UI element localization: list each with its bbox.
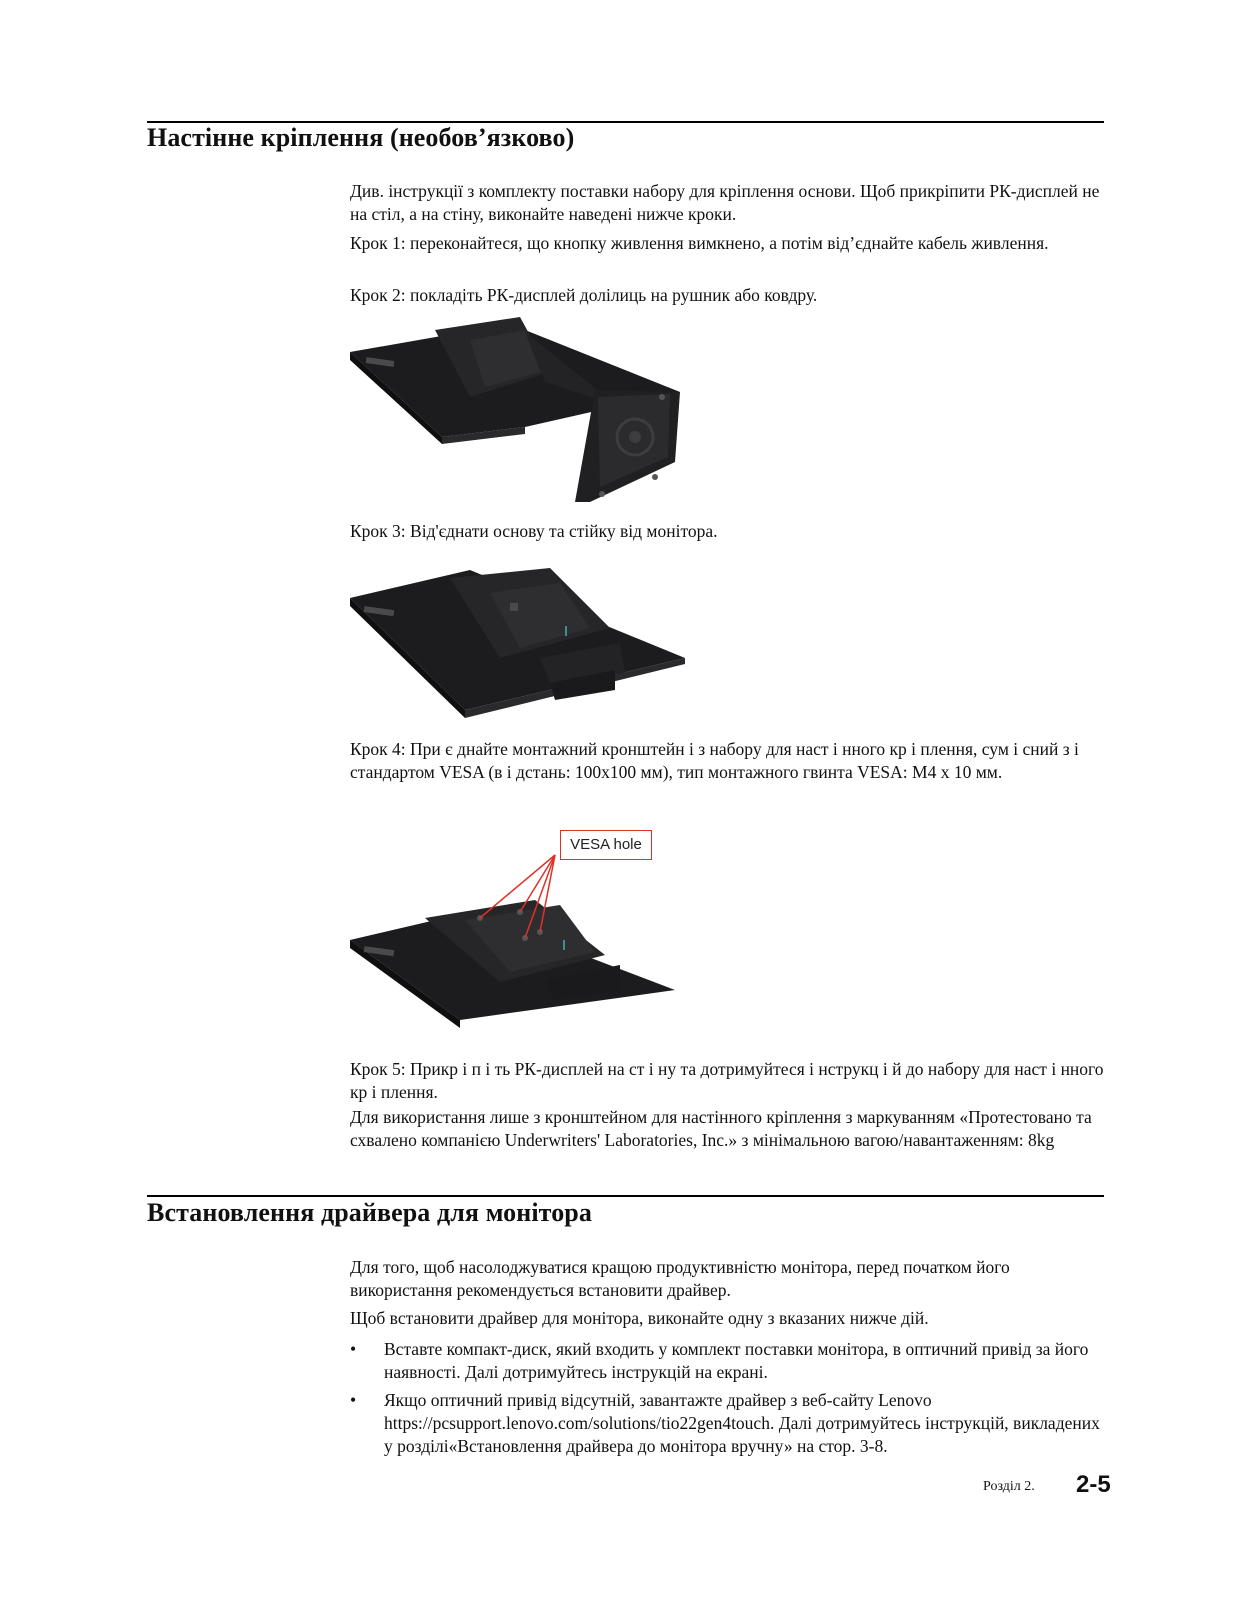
monitor-facedown-with-stand-figure bbox=[350, 312, 690, 507]
step-2-text: Крок 2: покладіть РК-дисплей долілиць на рушник або ковдру. bbox=[350, 285, 818, 305]
vesa-hole-callout: VESA hole bbox=[560, 830, 652, 860]
driver-intro-paragraph: Для того, щоб насолоджуватися кращою продуктивністю монітора, перед початком його використання рекомендується встановити драйвер. bbox=[350, 1257, 1010, 1300]
step-4-text: Крок 4: При є днайте монтажний кронштейн і з набору для наст і нного кр і плення, сум і сний з і стандартом VESA (в і дстань: 100x100 мм), тип монтажного гвинта VESA: M4 x 10 мм. bbox=[350, 739, 1079, 782]
intro-paragraph: Див. інструкції з комплекту поставки набору для кріплення основи. Щоб прикріпити РК-дисплей не на стіл, а на стіну, виконайте наведені нижче кроки. bbox=[350, 181, 1100, 224]
footer-page-number: 2-5 bbox=[1076, 1471, 1111, 1498]
section-heading-wall-mount: Настінне кріплення (необов’язково) bbox=[147, 123, 575, 152]
ul-note-paragraph: Для використання лише з кронштейном для настінного кріплення з маркуванням «Протестовано та схвалено компанією Underwriters' Laboratories, Inc.» з мінімальною вагою/навантаженням: 8kg bbox=[350, 1107, 1092, 1150]
step-3-text: Крок 3: Від'єднати основу та стійку від монітора. bbox=[350, 521, 718, 541]
bullet-item-cd: Вставте компакт-диск, який входить у комплект поставки монітора, в оптичний привід за його наявності. Далі дотримуйтесь інструкцій на екрані. bbox=[384, 1339, 1089, 1382]
bullet-marker: • bbox=[350, 1339, 357, 1359]
bullet-marker: • bbox=[350, 1390, 357, 1410]
vesa-holes-figure bbox=[350, 840, 690, 1030]
step-1-text: Крок 1: переконайтеся, що кнопку живлення вимкнено, а потім від’єднайте кабель живлення. bbox=[350, 233, 1049, 253]
monitor-facedown-no-stand-figure bbox=[350, 558, 690, 718]
driver-options-paragraph: Щоб встановити драйвер для монітора, виконайте одну з вказаних нижче дій. bbox=[350, 1308, 929, 1328]
section-rule bbox=[147, 1195, 1104, 1197]
bullet-item-download: Якщо оптичний привід відсутній, завантажте драйвер з веб-сайту Lenovo https://pcsupport.lenovo.com/solutions/tio22gen4touch. Далі дотримуйтесь інструкцій, викладених у розділі«Встановлення драйвера до монітора вручну» на стор. 3-8. bbox=[384, 1390, 1100, 1456]
footer-section-label: Розділ 2. bbox=[983, 1479, 1035, 1494]
step-5-text: Крок 5: Прикр і п і ть РК-дисплей на ст і ну та дотримуйтеся і нструкц і й до набору для наст і нного кр і плення. bbox=[350, 1059, 1104, 1102]
section-heading-driver-install: Встановлення драйвера для монітора bbox=[147, 1198, 592, 1227]
